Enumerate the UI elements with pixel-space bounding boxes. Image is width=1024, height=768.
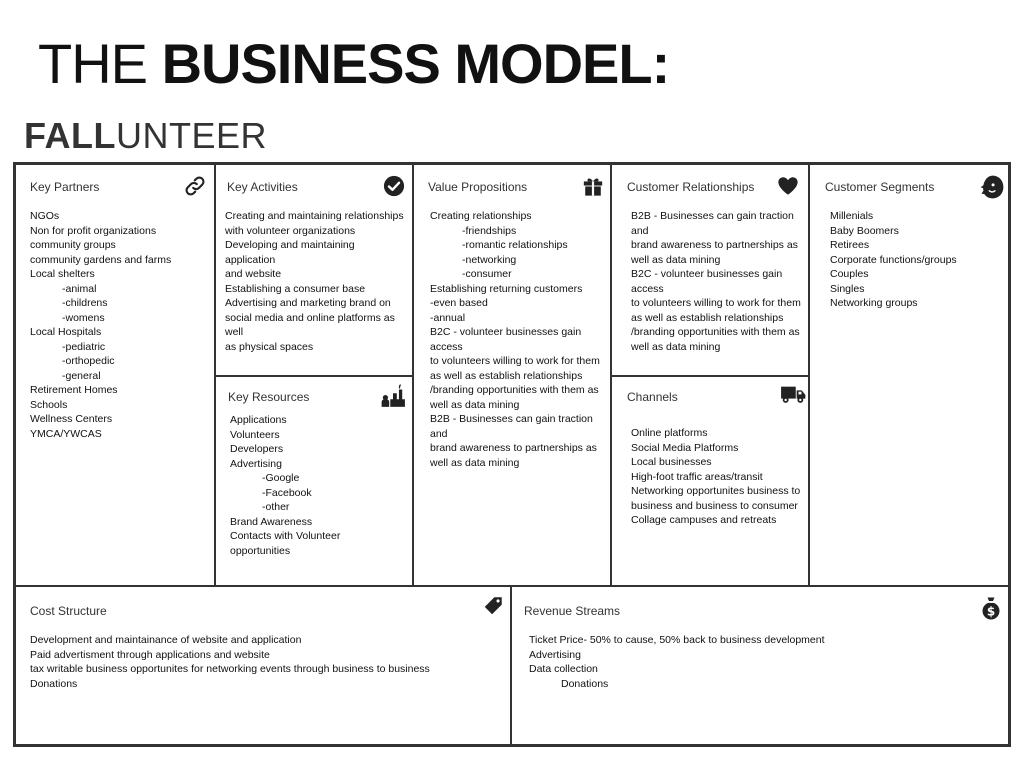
gift-icon	[582, 175, 604, 197]
list-item: Non for profit organizations	[30, 224, 157, 237]
title-light: THE	[38, 32, 162, 95]
list-item: social media and online platforms as well	[225, 311, 395, 338]
list-item: Millenials	[830, 210, 874, 222]
list-item: Donations	[30, 677, 78, 690]
list-item: -friendships	[462, 224, 517, 237]
list-item: -annual	[430, 311, 466, 324]
list-item: brand awareness to partnerships as	[631, 239, 798, 251]
list-item: Retirees	[830, 239, 870, 251]
list-item: Schools	[30, 398, 68, 411]
key-activities-list	[225, 209, 405, 354]
customer-relationships-section	[627, 177, 803, 367]
cost-structure-header: Cost Structure	[30, 601, 502, 621]
revenue-streams-section	[524, 601, 1003, 736]
list-item: Data collection	[529, 663, 598, 675]
list-item: well as data mining	[430, 398, 520, 411]
channels-header: Channels	[627, 387, 803, 407]
list-item: -general	[62, 369, 101, 382]
list-item: YMCA/YWCAS	[30, 427, 102, 440]
list-item: Advertising	[529, 648, 581, 661]
company-name-light: UNTEER	[115, 115, 267, 156]
customer-segments-list	[830, 209, 1003, 311]
svg-text:$: $	[986, 604, 996, 619]
list-item: Singles	[830, 282, 865, 295]
list-item: Ticket Price- 50% to cause, 50% back to business development	[529, 634, 825, 646]
key-activities-header: Key Activities	[227, 177, 405, 197]
customer-relationships-header: Customer Relationships	[627, 177, 803, 197]
heart-icon	[777, 175, 799, 197]
list-item: Applications	[230, 414, 287, 426]
list-item: Donations	[561, 677, 609, 690]
list-item: /branding opportunities with them as	[631, 326, 800, 338]
list-item: Establishing a consumer base	[225, 282, 366, 295]
tag-icon	[482, 595, 504, 617]
link-icon	[184, 175, 206, 197]
list-item: -consumer	[462, 268, 512, 280]
list-item: well as data mining	[430, 456, 520, 469]
list-item: Creating relationships	[430, 210, 532, 222]
list-item: NGOs	[30, 210, 60, 222]
customer-relationships-list	[631, 209, 803, 354]
list-item: brand awareness to partnerships as	[430, 442, 597, 454]
divider-h-bottom	[16, 585, 1008, 587]
list-item: Online platforms	[631, 427, 708, 439]
list-item: -Google	[262, 472, 300, 484]
revenue-streams-list	[529, 633, 1003, 691]
list-item: -networking	[462, 253, 517, 266]
list-item: High-foot traffic areas/transit	[631, 470, 763, 483]
list-item: opportunities	[230, 544, 291, 557]
key-resources-section	[228, 387, 404, 577]
list-item: -Facebook	[262, 486, 312, 499]
list-item: tax writable business opportunites for networking events through business to business	[30, 663, 430, 675]
list-item: Wellness Centers	[30, 413, 113, 425]
list-item: Establishing returning customers	[430, 282, 583, 295]
list-item: B2C - volunteer businesses gain access	[631, 268, 783, 295]
list-item: with volunteer organizations	[225, 224, 356, 237]
list-item: Development and maintainance of website and application	[30, 634, 302, 646]
company-name-bold: FALL	[24, 115, 116, 156]
list-item: well as data mining	[631, 253, 721, 266]
list-item: -childrens	[62, 297, 108, 309]
list-item: -orthopedic	[62, 355, 115, 367]
list-item: community gardens and farms	[30, 253, 172, 266]
key-partners-section	[30, 177, 206, 577]
list-item: -romantic relationships	[462, 239, 568, 251]
list-item: business and business to consumer	[631, 499, 798, 512]
key-resources-list	[230, 413, 404, 558]
channels-list	[631, 426, 803, 528]
revenue-streams-header: Revenue Streams $	[524, 601, 1003, 621]
list-item: well as data mining	[631, 340, 721, 353]
list-item: Local businesses	[631, 456, 712, 468]
face-icon	[979, 174, 1005, 200]
list-item: Volunteers	[230, 428, 280, 441]
money-bag-icon	[979, 595, 1003, 621]
list-item: to volunteers willing to work for them	[430, 355, 600, 367]
channels-section	[627, 387, 803, 577]
check-circle-icon	[383, 175, 405, 197]
list-item: Couples	[830, 268, 869, 280]
list-item: Networking groups	[830, 297, 918, 309]
list-item: Social Media Platforms	[631, 441, 739, 454]
factory-icon	[380, 383, 406, 409]
list-item: /branding opportunities with them as	[430, 384, 599, 396]
list-item: Local shelters	[30, 268, 95, 280]
customer-segments-section	[825, 177, 1003, 577]
list-item: B2B - Businesses can gain traction and	[430, 413, 593, 440]
list-item: Developers	[230, 443, 284, 455]
value-propositions-list	[430, 209, 604, 470]
list-item: Baby Boomers	[830, 224, 899, 237]
key-partners-list	[30, 209, 206, 441]
divider-v-bottom	[510, 586, 512, 744]
list-item: to volunteers willing to work for them	[631, 297, 801, 309]
truck-icon	[779, 383, 807, 405]
divider-h-mid-right	[610, 375, 810, 377]
list-item: Collage campuses and retreats	[631, 514, 777, 526]
list-item: -womens	[62, 311, 105, 324]
list-item: as well as establish relationships	[430, 369, 583, 382]
list-item: Networking opportunites business to	[631, 485, 801, 497]
list-item: and website	[225, 268, 282, 280]
list-item: -pediatric	[62, 340, 106, 353]
list-item: Retirement Homes	[30, 384, 118, 396]
customer-segments-header: Customer Segments	[825, 177, 1003, 197]
business-model-canvas	[13, 162, 1011, 747]
key-activities-section	[225, 177, 405, 367]
cost-structure-list	[30, 633, 502, 691]
company-name	[24, 113, 267, 159]
value-propositions-header: Value Propositions	[428, 177, 604, 197]
list-item: Advertising and marketing brand on	[225, 297, 391, 309]
list-item: Local Hospitals	[30, 326, 102, 338]
key-partners-header: Key Partners	[30, 177, 206, 197]
list-item: -other	[262, 501, 290, 513]
divider-h-mid-left	[214, 375, 414, 377]
list-item: Corporate functions/groups	[830, 253, 957, 266]
list-item: as well as establish relationships	[631, 311, 784, 324]
list-item: Advertising	[230, 457, 282, 470]
list-item: -animal	[62, 282, 97, 295]
page-title	[38, 30, 669, 98]
list-item: B2B - Businesses can gain traction and	[631, 210, 794, 237]
key-resources-header: Key Resources	[228, 387, 404, 407]
list-item: as physical spaces	[225, 340, 314, 353]
list-item: Developing and maintaining application	[225, 239, 355, 266]
list-item: Brand Awareness	[230, 515, 313, 528]
list-item: Paid advertisment through applications and website	[30, 648, 270, 661]
cost-structure-section	[30, 601, 502, 736]
list-item: Contacts with Volunteer	[230, 530, 341, 542]
list-item: Creating and maintaining relationships	[225, 210, 404, 222]
title-bold: BUSINESS MODEL:	[161, 32, 670, 95]
value-propositions-section	[428, 177, 604, 577]
list-item: -even based	[430, 297, 488, 309]
list-item: B2C - volunteer businesses gain access	[430, 326, 582, 353]
list-item: community groups	[30, 239, 116, 251]
